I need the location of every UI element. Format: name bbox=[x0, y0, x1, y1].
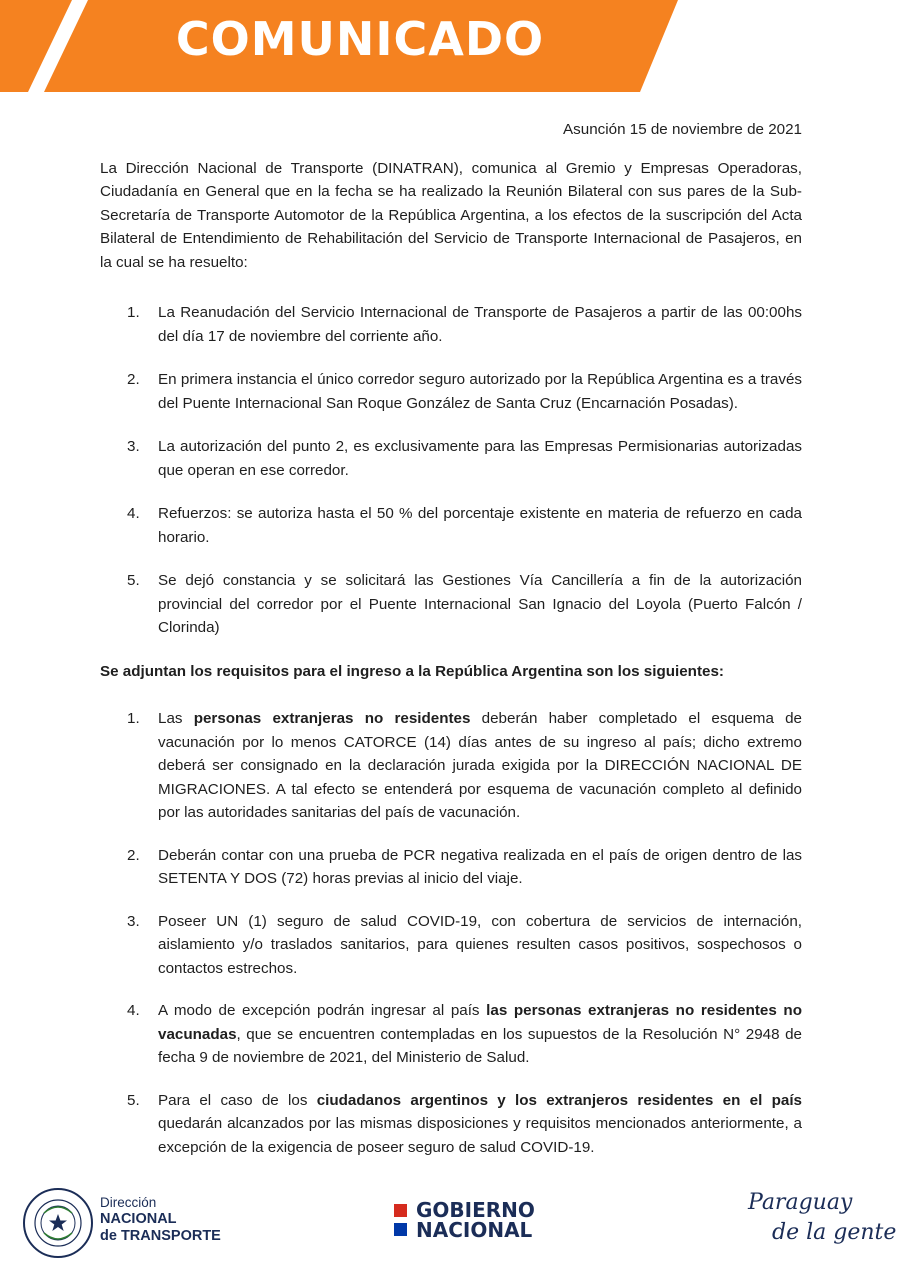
footer-logos bbox=[0, 1180, 904, 1280]
list-item bbox=[100, 502, 802, 549]
intro-paragraph: La Dirección Nacional de Transporte (DINATRAN), comunica al Gremio y Empresas Operadoras, Ciudadanía en General que en la fecha se ha realizado la Reunión Bilateral con sus pares de la Sub-Secretaría de Transporte Automotor de la República Argentina, a los efectos de la suscripción del Acta Bilateral de Entendimiento de Rehabilitación del Servicio de Transporte Internacional de Pasajeros, en la cual se ha resuelto: bbox=[100, 159, 802, 271]
item-text: , que se encuentren contempladas en los supuestos de la Resolución N° 2948 de fecha 9 de noviembre de 2021, del Ministerio de Salud. bbox=[158, 1025, 802, 1066]
gobierno-text bbox=[416, 1200, 535, 1240]
gobierno-line: NACIONAL bbox=[416, 1218, 533, 1242]
resolutions-list bbox=[100, 301, 802, 640]
list-item bbox=[100, 569, 802, 640]
requirements-list bbox=[100, 707, 802, 1159]
item-text-bold: personas extranjeras no residentes bbox=[193, 710, 471, 727]
item-number: 4. bbox=[127, 1002, 140, 1019]
requirements-heading: Se adjuntan los requisitos para el ingreso a la República Argentina son los siguientes: bbox=[100, 662, 724, 680]
item-text: En primera instancia el único corredor seguro autorizado por la República Argentina es a través del Puente Internacional San Roque González de Santa Cruz (Encarnación Posadas). bbox=[158, 371, 802, 412]
document-body bbox=[100, 118, 802, 1178]
item-text: A modo de excepción podrán ingresar al país bbox=[158, 1002, 487, 1019]
item-text: Refuerzos: se autoriza hasta el 50 % del porcentaje existente en materia de refuerzo en cada horario. bbox=[158, 505, 802, 546]
header-banner bbox=[0, 0, 904, 92]
dinatran-logo bbox=[100, 1194, 221, 1245]
item-text-bold: ciudadanos argentinos y los extranjeros residentes en el país bbox=[316, 1091, 802, 1109]
list-item bbox=[100, 1089, 802, 1160]
list-item bbox=[100, 844, 802, 891]
dinatran-line: NACIONAL bbox=[100, 1211, 177, 1227]
list-item bbox=[100, 910, 802, 981]
list-item bbox=[100, 707, 802, 825]
item-number: 2. bbox=[127, 846, 140, 864]
item-text: deberán haber completado el esquema de vacunación por lo menos CATORCE (14) días antes de su ingreso al país; dicho extremo deberá ser consignado en la declaración jurada exigida por la DIRECCIÓN NACIONAL DE MIGRACIONES. A tal efecto se entenderá por esquema de vacunación completo al definido por las autoridades sanitarias del país de vacunación. bbox=[158, 710, 802, 821]
item-text: La autorización del punto 2, es exclusivamente para las Empresas Permisionarias autorizadas que operan en ese corredor. bbox=[158, 438, 802, 479]
item-number: 4. bbox=[127, 505, 140, 522]
list-item bbox=[100, 368, 802, 415]
document-date: Asunción 15 de noviembre de 2021 bbox=[563, 121, 802, 138]
list-item bbox=[100, 301, 802, 348]
slogan-logo bbox=[742, 1188, 896, 1248]
dinatran-line: de TRANSPORTE bbox=[100, 1228, 221, 1244]
gobierno-line: GOBIERNO bbox=[416, 1198, 535, 1222]
item-number: 2. bbox=[127, 371, 140, 388]
flag-icon bbox=[394, 1204, 407, 1238]
item-text: quedarán alcanzados por las mismas disposiciones y requisitos mencionados anteriormente, a excepción de la exigencia de poseer seguro de salud COVID-19. bbox=[158, 1115, 802, 1156]
item-text: Se dejó constancia y se solicitará las Gestiones Vía Cancillería a fin de la autorización provincial del corredor por el Puente Internacional San Ignacio del Loyola (Puerto Falcón / Clorinda) bbox=[158, 572, 802, 636]
item-text: Poseer UN (1) seguro de salud COVID-19, con cobertura de servicios de internación, aislamiento y/o traslados sanitarios, para quienes resulten casos positivos, sospechosos o contactos estrechos. bbox=[158, 912, 802, 977]
item-number: 3. bbox=[127, 912, 140, 930]
national-seal-icon bbox=[22, 1187, 94, 1259]
list-item bbox=[100, 999, 802, 1070]
item-text: Las bbox=[158, 710, 194, 727]
item-text: Para el caso de los bbox=[158, 1091, 317, 1109]
dinatran-line: Dirección bbox=[100, 1195, 157, 1210]
item-number: 5. bbox=[127, 1091, 140, 1109]
slogan-line: Paraguay bbox=[748, 1190, 853, 1215]
item-number: 1. bbox=[127, 304, 140, 321]
item-text: Deberán contar con una prueba de PCR negativa realizada en el país de origen dentro de las SETENTA Y DOS (72) horas previas al inicio del viaje. bbox=[158, 846, 802, 887]
item-number: 1. bbox=[127, 710, 140, 727]
item-number: 5. bbox=[127, 572, 140, 589]
item-text-bold: las personas extranjeras no residentes no vacunadas bbox=[158, 1002, 802, 1043]
item-text: La Reanudación del Servicio Internacional de Transporte de Pasajeros a partir de las 00:00hs del día 17 de noviembre del corriente año. bbox=[158, 304, 802, 345]
list-item bbox=[100, 435, 802, 482]
banner-title: COMUNICADO bbox=[175, 12, 545, 66]
item-number: 3. bbox=[127, 438, 140, 455]
slogan-line: de la gente bbox=[772, 1220, 897, 1245]
